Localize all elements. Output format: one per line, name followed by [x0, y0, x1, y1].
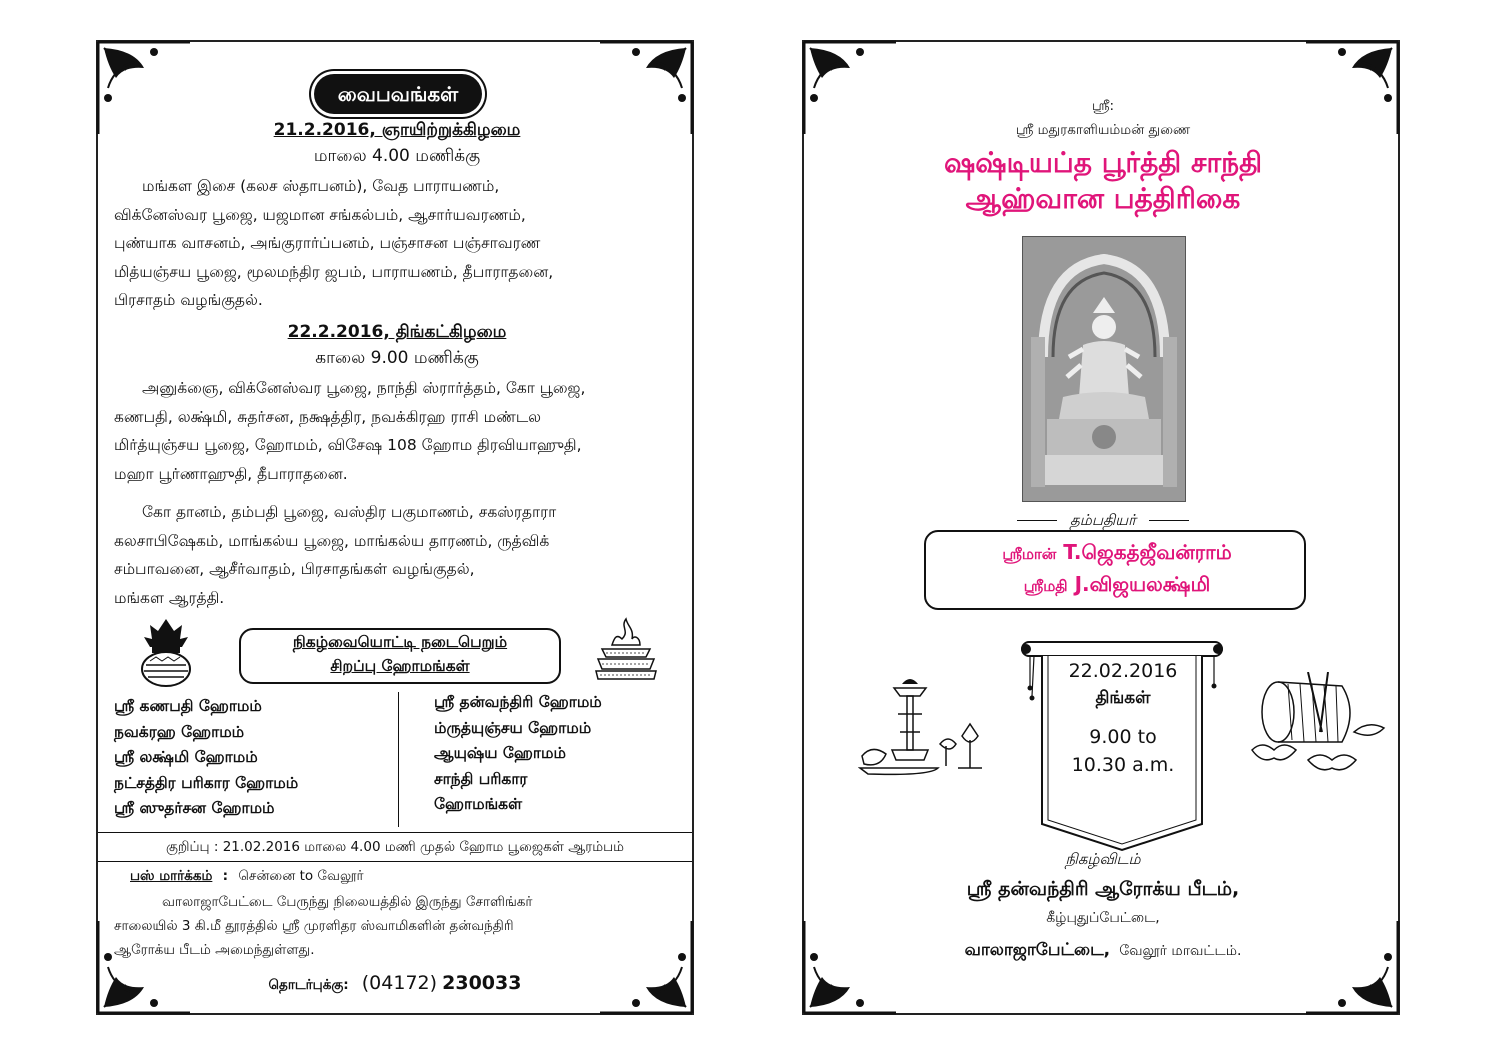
special-title-line: சிறப்பு ஹோமங்கள்: [330, 657, 470, 675]
homa-fire-icon: [594, 615, 658, 681]
day2-events-more: [114, 498, 682, 612]
day1-line: பிரசாதம் வழங்குதல்.: [114, 291, 263, 309]
day1-time: மாலை 4.00 மணிக்கு: [313, 146, 481, 166]
groom-prefix: ஸ்ரீமான்: [1002, 545, 1057, 563]
day2-line: அனுக்ஞை, விக்னேஸ்வர பூஜை, நாந்தி ஸ்ரார்த்தம், கோ பூஜை,: [142, 379, 586, 397]
kalasam-icon: [136, 617, 196, 689]
day2-line: கணபதி, லக்ஷ்மி, சுதர்சன, நக்ஷத்திர, நவக்கிரஹ ராசி மண்டல: [114, 407, 542, 426]
day2-line: மஹா பூர்ணாஹுதி, தீபாராதனை.: [114, 464, 348, 483]
venue-area: கீழ்புதுப்பேட்டை,: [1046, 910, 1160, 926]
homam-item: ஹோமங்கள்: [434, 795, 523, 813]
directions-line: வாலாஜாபேட்டை பேருந்து நிலையத்தில் இருந்து சோளிங்கர்: [162, 894, 533, 910]
bus-route: [130, 868, 364, 886]
event-day: திங்கள்: [1095, 688, 1151, 708]
homam-item: ஸ்ரீ தன்வந்திரி ஹோமம்: [434, 693, 602, 711]
bus-label: பஸ் மார்க்கம்: [130, 868, 213, 884]
events-heading: வைபவங்கள்: [314, 74, 482, 114]
sri-mark: ஸ்ரீ:: [1091, 98, 1115, 114]
corner-ornament-icon: [1302, 917, 1402, 1017]
venue-town-row: [804, 940, 1402, 962]
day2-line: சம்பாவனை, ஆசீர்வாதம், பிரசாதங்கள் வழங்குதல்,: [114, 560, 475, 578]
day1-line: புண்யாக வாசனம், அங்குரார்ப்பனம், பஞ்சாசன பஞ்சாவரண: [114, 234, 541, 252]
homam-item: ஆயுஷ்ய ஹோமம்: [434, 744, 566, 762]
day1-line: மங்கள இசை (கலச ஸ்தாபனம்), வேத பாராயணம்,: [142, 177, 500, 195]
day2-line: கலசாபிஷேகம், மாங்கல்ய பூஜை, மாங்கல்ய தாரணம், ருத்விக்: [114, 531, 550, 550]
homam-item: நட்சத்திர பரிகார ஹோமம்: [114, 773, 299, 792]
day2-date: 22.2.2016, திங்கட்கிழமை: [287, 322, 507, 342]
right-panel: [802, 40, 1400, 1015]
couple-label-row: [804, 510, 1402, 531]
title-line-2: ஆஹ்வான பத்திரிகை: [965, 182, 1241, 215]
homam-item: ம்ருத்யுஞ்சய ஹோமம்: [434, 718, 592, 737]
bride-prefix: ஸ்ரீமதி: [1023, 577, 1068, 595]
special-homams-heading: [239, 628, 561, 684]
corner-ornament-icon: [800, 917, 900, 1017]
day2-line: கோ தானம், தம்பதி பூஜை, வஸ்திர பகுமாணம், சகஸ்ரதாரா: [142, 503, 557, 521]
left-panel: [96, 40, 694, 1015]
venue-label: நிகழ்விடம்: [1065, 850, 1141, 868]
homams-left-list: [114, 694, 298, 822]
lamp-icon: [858, 674, 1006, 778]
homam-item: நவக்ரஹ ஹோமம்: [114, 722, 245, 741]
day1-events: [114, 172, 682, 315]
day2-events: [114, 374, 682, 488]
venue-district: வேலூர் மாவட்டம்.: [1119, 943, 1242, 959]
homam-item: சாந்தி பரிகார: [434, 769, 528, 788]
homam-item: ஸ்ரீ கணபதி ஹோமம்: [114, 697, 262, 715]
drum-icon: [1248, 672, 1388, 778]
venue-town: வாலாஜாபேட்டை,: [964, 940, 1111, 960]
event-date: 22.02.2016: [1068, 660, 1178, 682]
idol-image: [1022, 236, 1186, 502]
contact-code: (04172): [361, 972, 438, 994]
day1-line: விக்னேஸ்வர பூஜை, யஜமான சங்கல்பம், ஆசார்யவரணம்,: [114, 205, 526, 224]
homams-right-list: [434, 690, 602, 818]
bride-name: J.விஜயலக்ஷ்மி: [1074, 572, 1211, 596]
homam-item: ஸ்ரீ லக்ஷ்மி ஹோமம்: [114, 748, 258, 766]
bus-separator: :: [222, 868, 229, 884]
note-line: குறிப்பு : 21.02.2016 மாலை 4.00 மணி முதல் ஹோம பூஜைகள் ஆரம்பம்: [98, 832, 692, 862]
contact-label: தொடர்புக்கு:: [268, 977, 349, 993]
groom-name: T.ஜெகத்ஜீவன்ராம்: [1063, 540, 1232, 564]
event-time-2: 10.30 a.m.: [1071, 754, 1175, 776]
special-title-line: நிகழ்வையொட்டி நடைபெறும்: [292, 633, 508, 651]
couple-label: தம்பதியர்: [1070, 511, 1136, 529]
contact-line: [98, 972, 692, 995]
event-time-1: 9.00 to: [1089, 726, 1157, 748]
directions-line: சாலையில் 3 கி.மீ தூரத்தில் ஸ்ரீ முரளிதர ஸ்வாமிகளின் தன்வந்திரி: [114, 918, 514, 934]
day2-line: மிர்த்யுஞ்சய பூஜை, ஹோமம், விசேஷ 108 ஹோம திரவியாஹுதி,: [114, 436, 582, 454]
venue-name: ஸ்ரீ தன்வந்திரி ஆரோக்ய பீடம்,: [966, 878, 1240, 900]
bride-line: [926, 572, 1308, 599]
title-line-1: ஷஷ்டியப்த பூர்த்தி சாந்தி: [943, 146, 1263, 179]
homam-item: ஸ்ரீ ஸுதர்சன ஹோமம்: [114, 799, 275, 817]
day2-line: மங்கள ஆரத்தி.: [114, 588, 225, 607]
blessing-line: ஸ்ரீ மதுரகாளியம்மன் துணை: [1015, 122, 1191, 138]
directions-line: ஆரோக்ய பீடம் அமைந்துள்ளது.: [114, 942, 315, 958]
day2-time: காலை 9.00 மணிக்கு: [315, 348, 479, 368]
groom-line: [926, 540, 1308, 567]
couple-box: [924, 530, 1306, 610]
corner-ornament-icon: [596, 917, 696, 1017]
bus-route-text: சென்னை to வேலூர்: [238, 868, 364, 884]
day1-line: மித்யஞ்சய பூஜை, மூலமந்திர ஜபம், பாராயணம், தீபாராதனை,: [114, 262, 554, 281]
column-divider: [398, 692, 399, 827]
day1-date: 21.2.2016, ஞாயிற்றுக்கிழமை: [273, 120, 521, 140]
contact-number: 230033: [442, 972, 522, 994]
